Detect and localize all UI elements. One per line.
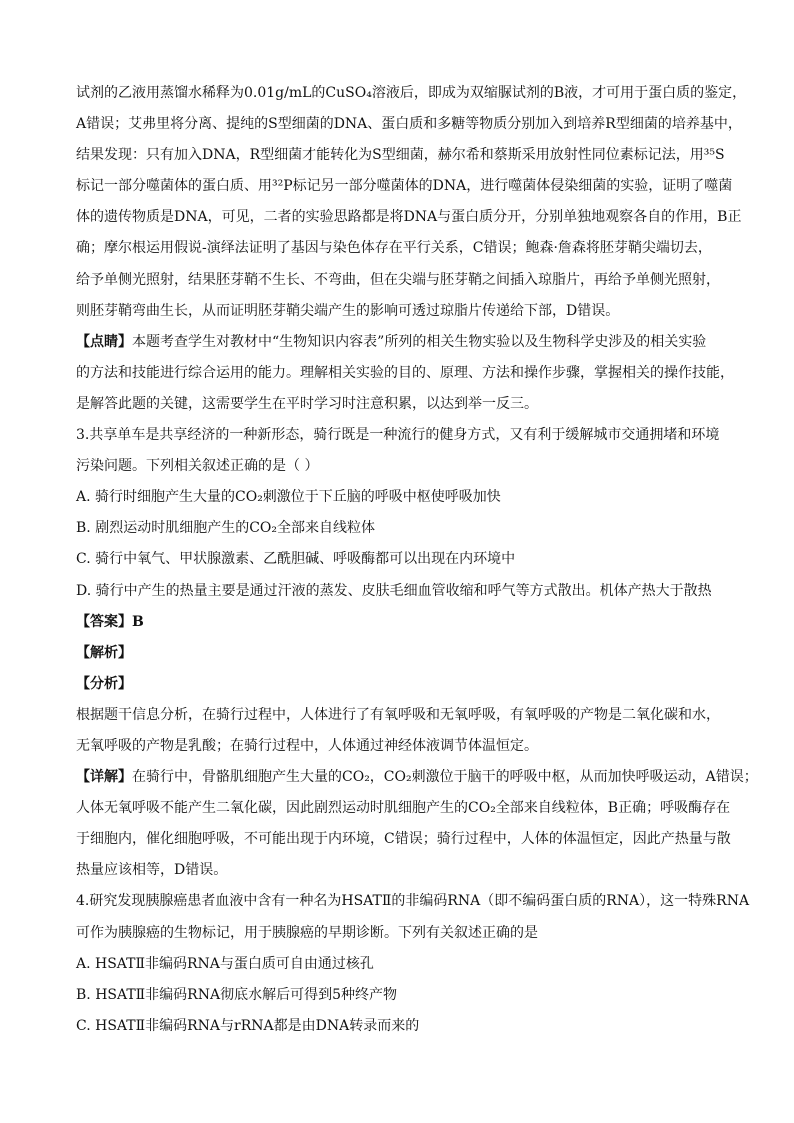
text-line: A错误；艾弗里将分离、提纯的S型细菌的DNA、蛋白质和多糖等物质分别加入到培养R型细菌的培养基中， [76, 116, 742, 133]
jiexi-label: 【解析】 [76, 644, 132, 661]
option-a: A. 骑行时细胞产生大量的CO₂刺激位于下丘脑的呼吸中枢使呼吸加快 [76, 489, 501, 506]
text-line: 确；摩尔根运用假说-演绎法证明了基因与染色体存在平行关系，C错误；鲍森·詹森将胚芽鞘尖端切去， [76, 240, 712, 257]
question-stem-line: 3.共享单车是共享经济的一种新形态，骑行既是一种流行的健身方式，又有利于缓解城市交通拥堵和环境 [76, 427, 720, 444]
text-line: 标记一部分噬菌体的蛋白质、用³²P标记另一部分噬菌体的DNA，进行噬菌体侵染细菌的实验，证明了噬菌 [76, 178, 733, 195]
detail-tag: 【详解】 [76, 769, 132, 786]
question-3 [76, 420, 724, 482]
option-d: D. 骑行中产生的热量主要是通过汗液的蒸发、皮肤毛细血管收缩和呼气等方式散出。机体产热大于散热 [76, 582, 712, 599]
question-stem-line: 可作为胰腺癌的生物标记，用于胰腺癌的早期诊断。下列有关叙述正确的是 [76, 924, 538, 941]
option-a: A. HSATⅡ非编码RNA与蛋白质可自由通过核孔 [76, 955, 374, 972]
text-line [76, 327, 724, 358]
text-line: 于细胞内，催化细胞呼吸，不可能出现于内环境，C错误；骑行过程中，人体的体温恒定，因此产热量与散 [76, 831, 731, 848]
option-c: C. HSATⅡ非编码RNA与rRNA都是由DNA转录而来的 [76, 1017, 420, 1034]
document-page [76, 78, 758, 1042]
detail-section [76, 762, 758, 886]
text-line: 则胚芽鞘弯曲生长，从而证明胚芽鞘尖端产生的影响可透过琼脂片传递给下部，D错误。 [76, 302, 620, 319]
detail-text: 在骑行中，骨骼肌细胞产生大量的CO₂，CO₂刺激位于脑干的呼吸中枢，从而加快呼吸运动，A错误； [132, 769, 758, 786]
fenxi-label: 【分析】 [76, 675, 132, 692]
text-line: 结果发现：只有加入DNA，R型细菌才能转化为S型细菌，赫尔希和蔡斯采用放射性同位素标记法，用³⁵S [76, 147, 725, 164]
text-line: 人体无氧呼吸不能产生二氧化碳，因此剧烈运动时肌细胞产生的CO₂全部来自线粒体，B正确；呼吸酶存在 [76, 800, 731, 817]
text-line: 是解答此题的关键，这需要学生在平时学习时注意积累，以达到举一反三。 [76, 395, 538, 412]
text-line [76, 762, 758, 793]
answer-label: 【答案】B [76, 613, 144, 630]
option-b: B. 剧烈运动时肌细胞产生的CO₂全部来自线粒体 [76, 520, 375, 537]
dianjing-text: 本题考查学生对教材中“生物知识内容表”所列的相关生物实验以及生物科学史涉及的相关实验 [132, 333, 707, 350]
analysis-section [76, 700, 724, 762]
question-stem-line: 4.研究发现胰腺癌患者血液中含有一种名为HSATⅡ的非编码RNA（即不编码蛋白质的RNA），这一特殊RNA [76, 893, 750, 910]
question-4 [76, 886, 750, 948]
dianjing-section [76, 327, 734, 420]
explanation-continuation [76, 78, 747, 327]
question-stem-line: 污染问题。下列相关叙述正确的是（ ） [76, 458, 319, 475]
text-line: 的方法和技能进行综合运用的能力。理解相关实验的目的、原理、方法和操作步骤，掌握相关的操作技能， [76, 364, 734, 381]
text-line: 试剂的乙液用蒸馏水稀释为0.01g/mL的CuSO₄溶液后，即成为双缩脲试剂的B液，才可用于蛋白质的鉴定， [76, 85, 747, 101]
text-line: 根据题干信息分析，在骑行过程中，人体进行了有氧呼吸和无氧呼吸，有氧呼吸的产物是二氧化碳和水， [76, 706, 720, 723]
text-line: 给予单侧光照射，结果胚芽鞘不生长、不弯曲，但在尖端与胚芽鞘之间插入琼脂片，再给予单侧光照射， [76, 271, 720, 288]
dianjing-tag: 【点睛】 [76, 333, 132, 350]
option-b: B. HSATⅡ非编码RNA彻底水解后可得到5种终产物 [76, 986, 397, 1003]
text-line: 体的遗传物质是DNA，可见，二者的实验思路都是将DNA与蛋白质分开，分别单独地观察各自的作用，B正 [76, 209, 742, 226]
option-c: C. 骑行中氧气、甲状腺激素、乙酰胆碱、呼吸酶都可以出现在内环境中 [76, 551, 516, 568]
text-line: 无氧呼吸的产物是乳酸；在骑行过程中，人体通过神经体液调节体温恒定。 [76, 737, 538, 754]
text-line: 热量应该相等，D错误。 [76, 862, 228, 879]
